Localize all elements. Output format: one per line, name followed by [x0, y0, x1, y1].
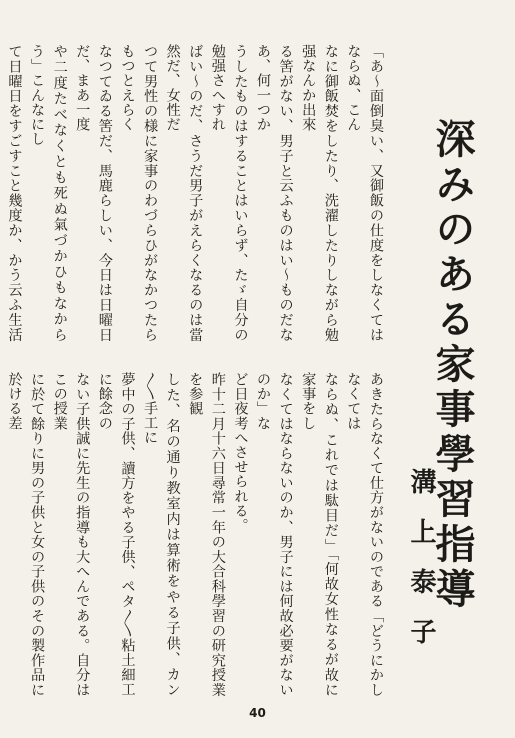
body-line: ばい〜のだ、さうだ男子がえらくなるのは當然だ、女性だ [164, 44, 204, 342]
body-line: て日曜日をすごすこと幾度か、かう云ふ生活 [6, 44, 23, 342]
body-line: うしたものはすることはいらず、たゞ自分の勉强さへすれ [209, 44, 249, 342]
body-line [0, 372, 3, 697]
body-line: つて男性の様に家事のわづらひがなかつたらもつとえらく [119, 44, 159, 342]
body-line: や二度たべなくとも死ぬ氣づかひもなからう」こんなにし [29, 44, 68, 342]
article-title: 深みのある家事學習指導 [429, 118, 476, 613]
body-line: ならぬ、これでは駄目だ」「何故女性なるが故に家事をし [300, 372, 339, 697]
body-line: 夢中の子供、讀方をやる子供、ペタ〳〵粘土細工に餘念の [96, 372, 136, 697]
page-number: 40 [249, 706, 266, 720]
body-line: した、名の通り教室内は算術をやる子供、カン〳〵手工に [142, 372, 181, 697]
body-line: 昨十二月十六日尋常一年の大合科學習の研究授業を参観 [187, 372, 226, 697]
body-line: なに御飯焚をしたり、洗濯したりしながら勉强なんか出來 [300, 44, 339, 342]
body-line: ど日夜考へさせられる。 [232, 372, 249, 533]
body-line: あきたらなくて仕方がないのである「どうにかしなくては [345, 372, 384, 697]
author-name: 溝上泰子 [406, 468, 436, 668]
article-body-top [6, 44, 387, 342]
body-line: なくてはならないのか、男子には何故必要がないのか」な [255, 372, 294, 697]
article-body-bottom [6, 372, 387, 697]
body-line: 「あ〜面倒臭い、又御飯の仕度をしなくてはならぬ、こん [345, 44, 384, 342]
body-line: る筈がない、男子と云ふものはい〜ものだなあ、何一つか [255, 44, 294, 342]
body-line: ない子供誠に先生の指導も大へんである。自分はこの授業 [51, 372, 91, 697]
body-line: なつてゐる筈だ、馬鹿らしい、今日は日曜日だ、まあ一度 [74, 44, 113, 342]
body-line: に於て餘りに男の子供と女の子供のその製作品に於ける差 [6, 372, 46, 697]
